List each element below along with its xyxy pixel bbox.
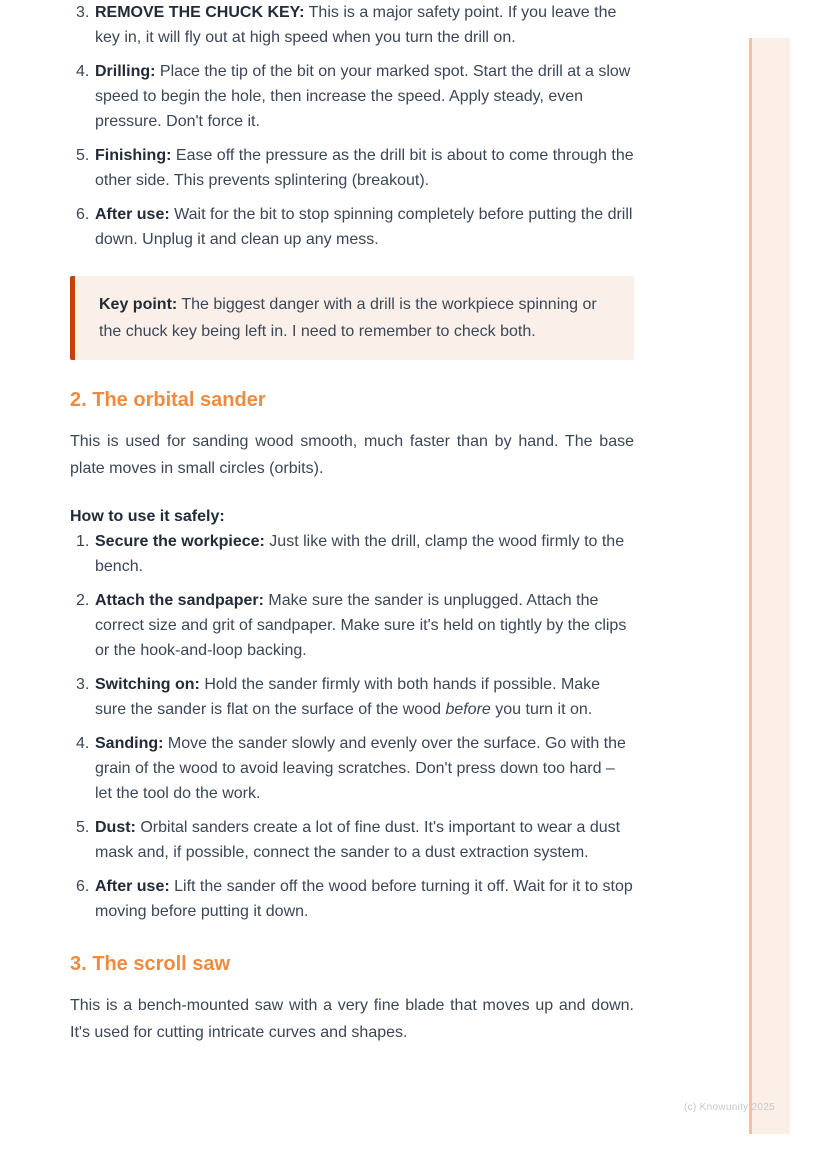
list-item <box>76 143 634 193</box>
list-marker: 1. <box>76 533 90 550</box>
item-label: Finishing: <box>95 147 172 164</box>
item-label: Attach the sandpaper: <box>95 592 264 609</box>
item-text: This is a major safety point. If you leave the key in, it will fly out at high speed when you turn the drill on. <box>95 4 617 46</box>
list-marker: 2. <box>76 592 90 609</box>
item-text: Hold the sander firmly with both hands if possible. Make sure the sander is flat on the surface of the wood <box>95 676 601 718</box>
key-point-callout <box>70 276 634 360</box>
item-text-italic: before <box>445 701 491 718</box>
list-marker: 3. <box>76 4 90 21</box>
stripe-fill <box>752 38 790 1134</box>
list-item-body <box>95 588 634 663</box>
list-marker: 5. <box>76 147 90 164</box>
item-text: Ease off the pressure as the drill bit is about to come through the other side. This prevents splintering (breakout). <box>95 147 634 189</box>
list-item <box>76 672 634 722</box>
list-item <box>76 529 634 579</box>
footer-copyright: (c) Knowunity 2025 <box>683 1102 775 1113</box>
list-item <box>76 815 634 865</box>
list-item-body <box>95 0 634 50</box>
section-heading-orbital-sander: 2. The orbital sander <box>70 389 266 411</box>
item-text: Orbital sanders create a lot of fine dust. It's important to wear a dust mask and, if possible, connect the sander to a dust extraction system. <box>95 819 621 861</box>
sander-safety-list <box>70 529 634 924</box>
list-marker: 4. <box>76 735 90 752</box>
callout-label: Key point: <box>99 296 178 313</box>
item-text: you turn it on. <box>490 701 593 718</box>
list-item <box>76 874 634 924</box>
list-item-body <box>95 672 634 722</box>
section-heading-scroll-saw: 3. The scroll saw <box>70 953 231 975</box>
list-item-body <box>95 731 634 806</box>
list-marker: 6. <box>76 878 90 895</box>
item-label: Dust: <box>95 819 136 836</box>
how-to-use-subheading: How to use it safely: <box>70 508 225 525</box>
item-label: REMOVE THE CHUCK KEY: <box>95 4 305 21</box>
item-label: Drilling: <box>95 63 156 80</box>
item-label: Switching on: <box>95 676 200 693</box>
item-label: After use: <box>95 206 170 223</box>
item-text: Wait for the bit to stop spinning completely before putting the drill down. Unplug it and clean up any mess. <box>95 206 633 248</box>
document-content <box>70 0 634 1046</box>
list-item-body <box>95 143 634 193</box>
item-label: Sanding: <box>95 735 164 752</box>
list-item-body <box>95 202 634 252</box>
list-item <box>76 588 634 663</box>
item-text: Move the sander slowly and evenly over the surface. Go with the grain of the wood to avoid leaving scratches. Don't press down too hard – let the tool do the work. <box>95 735 626 802</box>
list-item <box>76 0 634 50</box>
callout-text: The biggest danger with a drill is the workpiece spinning or the chuck key being left in. I need to remember to check both. <box>99 296 597 340</box>
list-marker: 6. <box>76 206 90 223</box>
scroll-saw-intro: This is a bench-mounted saw with a very fine blade that moves up and down. It's used for cutting intricate curves and shapes. <box>70 997 634 1041</box>
list-item-body <box>95 874 634 924</box>
list-item-body <box>95 59 634 134</box>
item-text: Just like with the drill, clamp the wood firmly to the bench. <box>95 533 625 575</box>
item-text: Make sure the sander is unplugged. Attach the correct size and grit of sandpaper. Make sure it's held on tightly by the clips or the hook-and-loop backing. <box>95 592 627 659</box>
right-margin-stripe <box>749 38 790 1134</box>
list-item-body <box>95 529 634 579</box>
item-text: Lift the sander off the wood before turning it off. Wait for it to stop moving before putting it down. <box>95 878 633 920</box>
list-marker: 5. <box>76 819 90 836</box>
list-marker: 4. <box>76 63 90 80</box>
item-label: After use: <box>95 878 170 895</box>
orbital-sander-intro: This is used for sanding wood smooth, much faster than by hand. The base plate moves in small circles (orbits). <box>70 433 634 477</box>
list-item <box>76 202 634 252</box>
list-item <box>76 59 634 134</box>
item-label: Secure the workpiece: <box>95 533 265 550</box>
drill-safety-list <box>70 0 634 252</box>
item-text: Place the tip of the bit on your marked spot. Start the drill at a slow speed to begin the hole, then increase the speed. Apply steady, even pressure. Don't force it. <box>95 63 631 130</box>
list-item-body <box>95 815 634 865</box>
list-marker: 3. <box>76 676 90 693</box>
list-item <box>76 731 634 806</box>
